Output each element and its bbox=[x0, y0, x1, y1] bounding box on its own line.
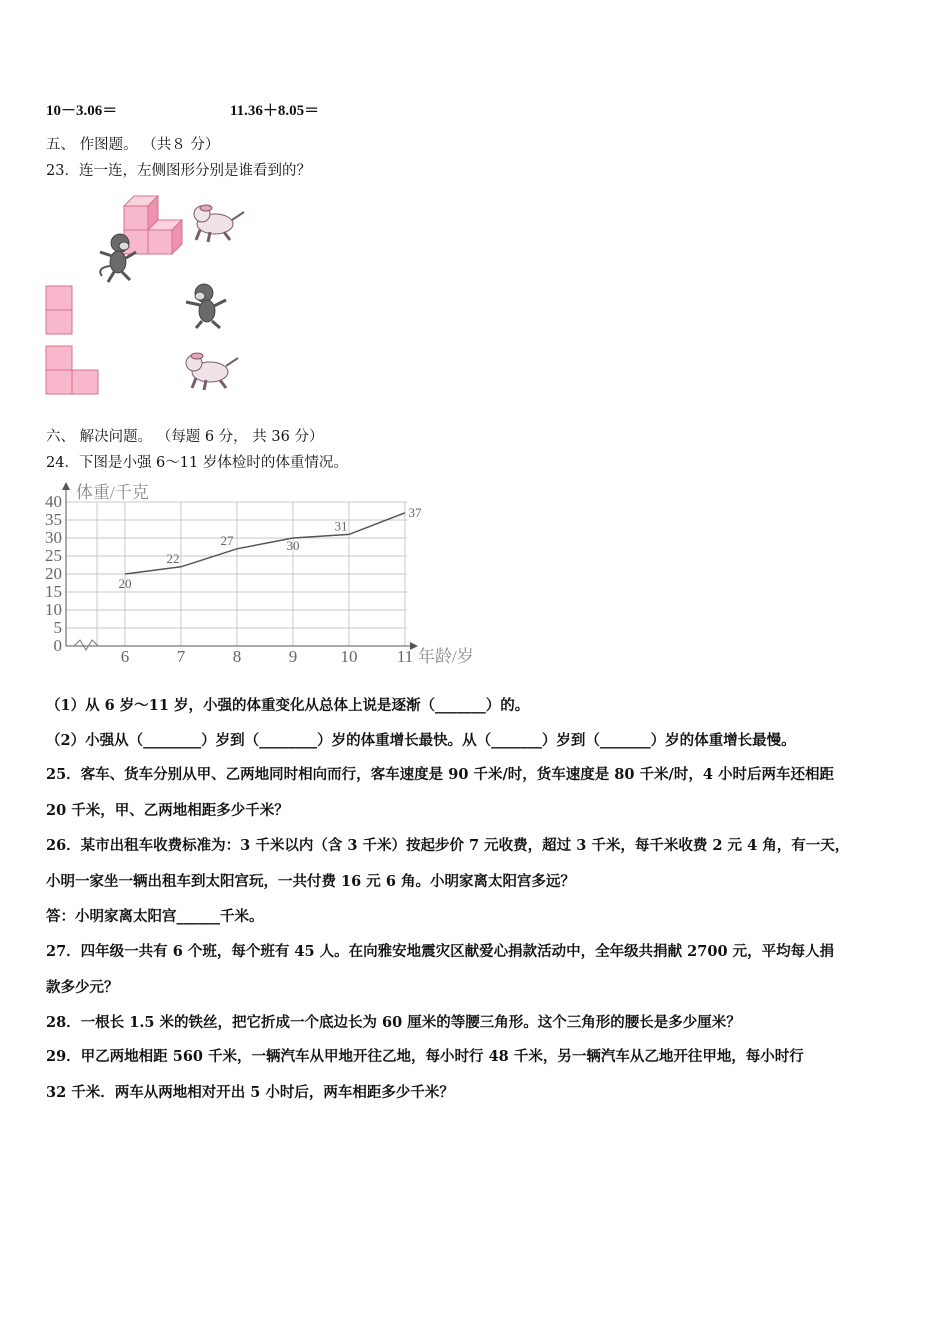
data-label: 31 bbox=[334, 518, 348, 534]
section-6-title: 六、 解决问题。 （每题 6 分， 共 36 分） bbox=[46, 429, 324, 445]
math-expression-2: 11.36＋8.05＝ bbox=[230, 103, 320, 119]
x-tick-label: 8 bbox=[232, 647, 242, 666]
x-tick-label: 11 bbox=[396, 647, 414, 666]
dog-icon bbox=[194, 205, 244, 242]
y-tick-label: 15 bbox=[45, 582, 62, 601]
data-label: 27 bbox=[220, 532, 234, 548]
question-23-figure bbox=[40, 190, 270, 402]
data-label: 22 bbox=[166, 550, 180, 566]
cube-stack-figure bbox=[124, 196, 182, 254]
question-29-line-2: 32 千米．两车从两地相对开出 5 小时后，两车相距多少千米？ bbox=[46, 1084, 454, 1101]
monkey-icon bbox=[186, 284, 226, 328]
dog-icon bbox=[186, 353, 238, 390]
question-27-line-2: 款多少元？ bbox=[46, 979, 119, 996]
y-tick-label: 20 bbox=[45, 564, 62, 583]
y-tick-label: 30 bbox=[45, 528, 62, 547]
y-tick-label: 25 bbox=[45, 546, 62, 565]
x-tick-label: 9 bbox=[288, 647, 298, 666]
question-29-line-1: 29．甲乙两地相距 560 千米，一辆汽车从甲地开往乙地，每小时行 48 千米，另一辆汽车从乙地开往甲地，每小时行 bbox=[46, 1048, 804, 1065]
front-view-shape bbox=[46, 286, 72, 334]
question-26-line-1: 26．某市出租车收费标准为：3 千米以内（含 3 千米）按起步价 7 元收费，超过 3 千米，每千米收费 2 元 4 角，有一天， bbox=[46, 837, 850, 854]
y-tick-label: 40 bbox=[45, 492, 62, 511]
math-expression-1: 10－3.06＝ bbox=[46, 103, 118, 119]
section-5-title: 五、 作图题。 （共８ 分） bbox=[46, 137, 220, 153]
question-25-line-2: 20 千米，甲、乙两地相距多少千米？ bbox=[46, 802, 289, 819]
chart-grid bbox=[66, 502, 407, 646]
x-axis-label: 年龄/岁 bbox=[418, 647, 474, 666]
data-label: 37 bbox=[408, 504, 422, 520]
y-tick-label: 35 bbox=[45, 510, 62, 529]
axis-break-mark bbox=[74, 640, 98, 650]
question-26-line-2: 小明一家坐一辆出租车到太阳宫玩，一共付费 16 元 6 角。小明家离太阳宫多远？ bbox=[46, 873, 575, 890]
question-26-answer: 答：小明家离太阳宫______千米。 bbox=[46, 908, 264, 925]
x-tick-label: 7 bbox=[176, 647, 186, 666]
question-27-line-1: 27．四年级一共有 6 个班，每个班有 45 人。在向雅安地震灾区献爱心捐款活动中，全年级共捐献 2700 元，平均每人捐 bbox=[46, 943, 835, 960]
y-axis-label: 体重/千克 bbox=[76, 483, 149, 502]
y-axis-arrow bbox=[62, 482, 70, 490]
y-tick-label: 10 bbox=[45, 600, 62, 619]
y-tick-label: 5 bbox=[53, 618, 62, 637]
weight-line-chart bbox=[40, 480, 490, 670]
x-tick-labels bbox=[121, 647, 413, 666]
data-labels bbox=[119, 505, 423, 591]
data-label: 30 bbox=[286, 538, 300, 553]
y-tick-label: 0 bbox=[53, 636, 62, 655]
data-label: 20 bbox=[118, 576, 132, 591]
x-tick-label: 10 bbox=[340, 647, 358, 666]
question-24: 24．下图是小强 6～11 岁体检时的体重情况。 bbox=[46, 455, 348, 471]
question-28: 28．一根长 1.5 米的铁丝，把它折成一个底边长为 60 厘米的等腰三角形。这个三角形的腰长是多少厘米？ bbox=[46, 1014, 741, 1031]
question-25-line-1: 25．客车、货车分别从甲、乙两地同时相向而行，客车速度是 90 千米/时，货车速度是 80 千米/时，4 小时后两车还相距 bbox=[46, 766, 834, 783]
question-23: 23．连一连，左侧图形分别是谁看到的？ bbox=[46, 163, 311, 179]
question-24-part-2: （2）小强从（________）岁到（________）岁的体重增长最快。从（_______）岁到（_______）岁的体重增长最慢。 bbox=[46, 732, 796, 749]
x-tick-label: 6 bbox=[120, 647, 130, 666]
y-tick-labels bbox=[45, 492, 62, 655]
question-24-part-1: （1）从 6 岁～11 岁，小强的体重变化从总体上说是逐渐（_______）的。 bbox=[46, 697, 530, 714]
side-view-shape bbox=[46, 346, 98, 394]
